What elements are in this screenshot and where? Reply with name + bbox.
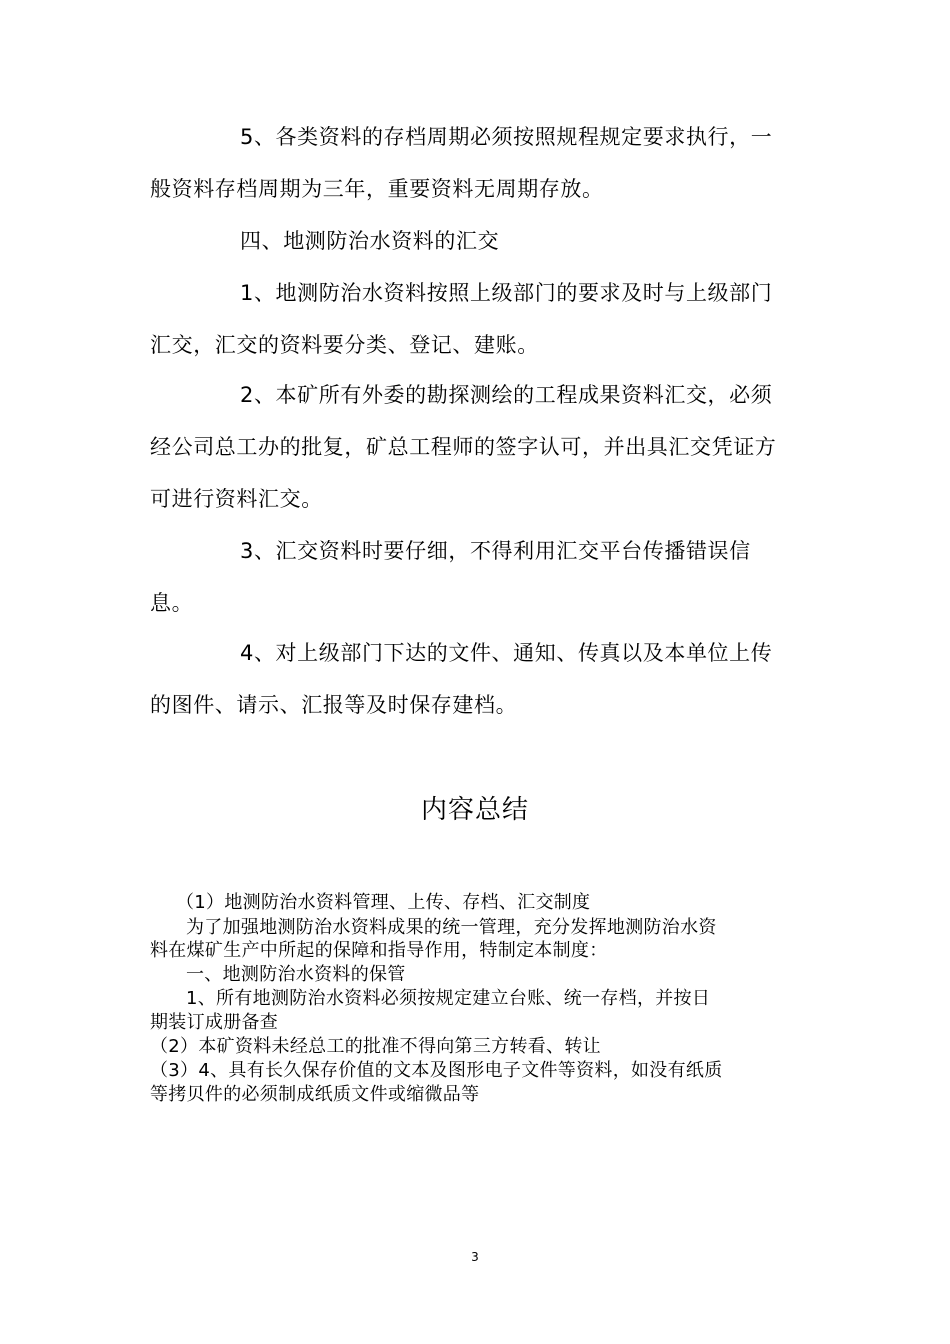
item-1-line-1: 1、地测防治水资料按照上级部门的要求及时与上级部门 bbox=[240, 281, 773, 305]
item-3-line-2: 息。 bbox=[150, 591, 194, 615]
item-2-line-2: 经公司总工办的批复，矿总工程师的签字认可，并出具汇交凭证方 bbox=[150, 435, 777, 459]
section-heading-4: 四、地测防治水资料的汇交 bbox=[240, 229, 500, 253]
summary-line-2: 为了加强地测防治水资料成果的统一管理，充分发挥地测防治水资 bbox=[186, 917, 717, 938]
summary-line-9: 等拷贝件的必须制成纸质文件或缩微品等 bbox=[150, 1084, 480, 1105]
summary-line-6: 期装订成册备查 bbox=[150, 1012, 279, 1033]
summary-line-5: 1、所有地测防治水资料必须按规定建立台账、统一存档，并按日 bbox=[186, 988, 711, 1009]
page-number: 3 bbox=[471, 1250, 479, 1264]
item-3-line-1: 3、汇交资料时要仔细，不得利用汇交平台传播错误信 bbox=[240, 539, 751, 563]
summary-line-7: （2）本矿资料未经总工的批准不得向第三方转看、转让 bbox=[150, 1036, 601, 1057]
summary-line-4: 一、地测防治水资料的保管 bbox=[186, 964, 406, 985]
paragraph-5-line-1: 5、各类资料的存档周期必须按照规程规定要求执行，一 bbox=[240, 125, 773, 149]
item-4-line-2: 的图件、请示、汇报等及时保存建档。 bbox=[150, 693, 518, 717]
item-2-line-1: 2、本矿所有外委的勘探测绘的工程成果资料汇交，必须 bbox=[240, 383, 773, 407]
item-1-line-2: 汇交，汇交的资料要分类、登记、建账。 bbox=[150, 333, 539, 357]
summary-line-3: 料在煤矿生产中所起的保障和指导作用，特制定本制度： bbox=[150, 940, 608, 961]
paragraph-5-line-2: 般资料存档周期为三年，重要资料无周期存放。 bbox=[150, 177, 604, 201]
summary-title: 内容总结 bbox=[420, 795, 529, 825]
item-2-line-3: 可进行资料汇交。 bbox=[150, 487, 323, 511]
summary-line-8: （3）4、具有长久保存价值的文本及图形电子文件等资料，如没有纸质 bbox=[150, 1060, 723, 1081]
summary-line-1: （1）地测防治水资料管理、上传、存档、汇交制度 bbox=[176, 892, 591, 913]
item-4-line-1: 4、对上级部门下达的文件、通知、传真以及本单位上传 bbox=[240, 641, 773, 665]
